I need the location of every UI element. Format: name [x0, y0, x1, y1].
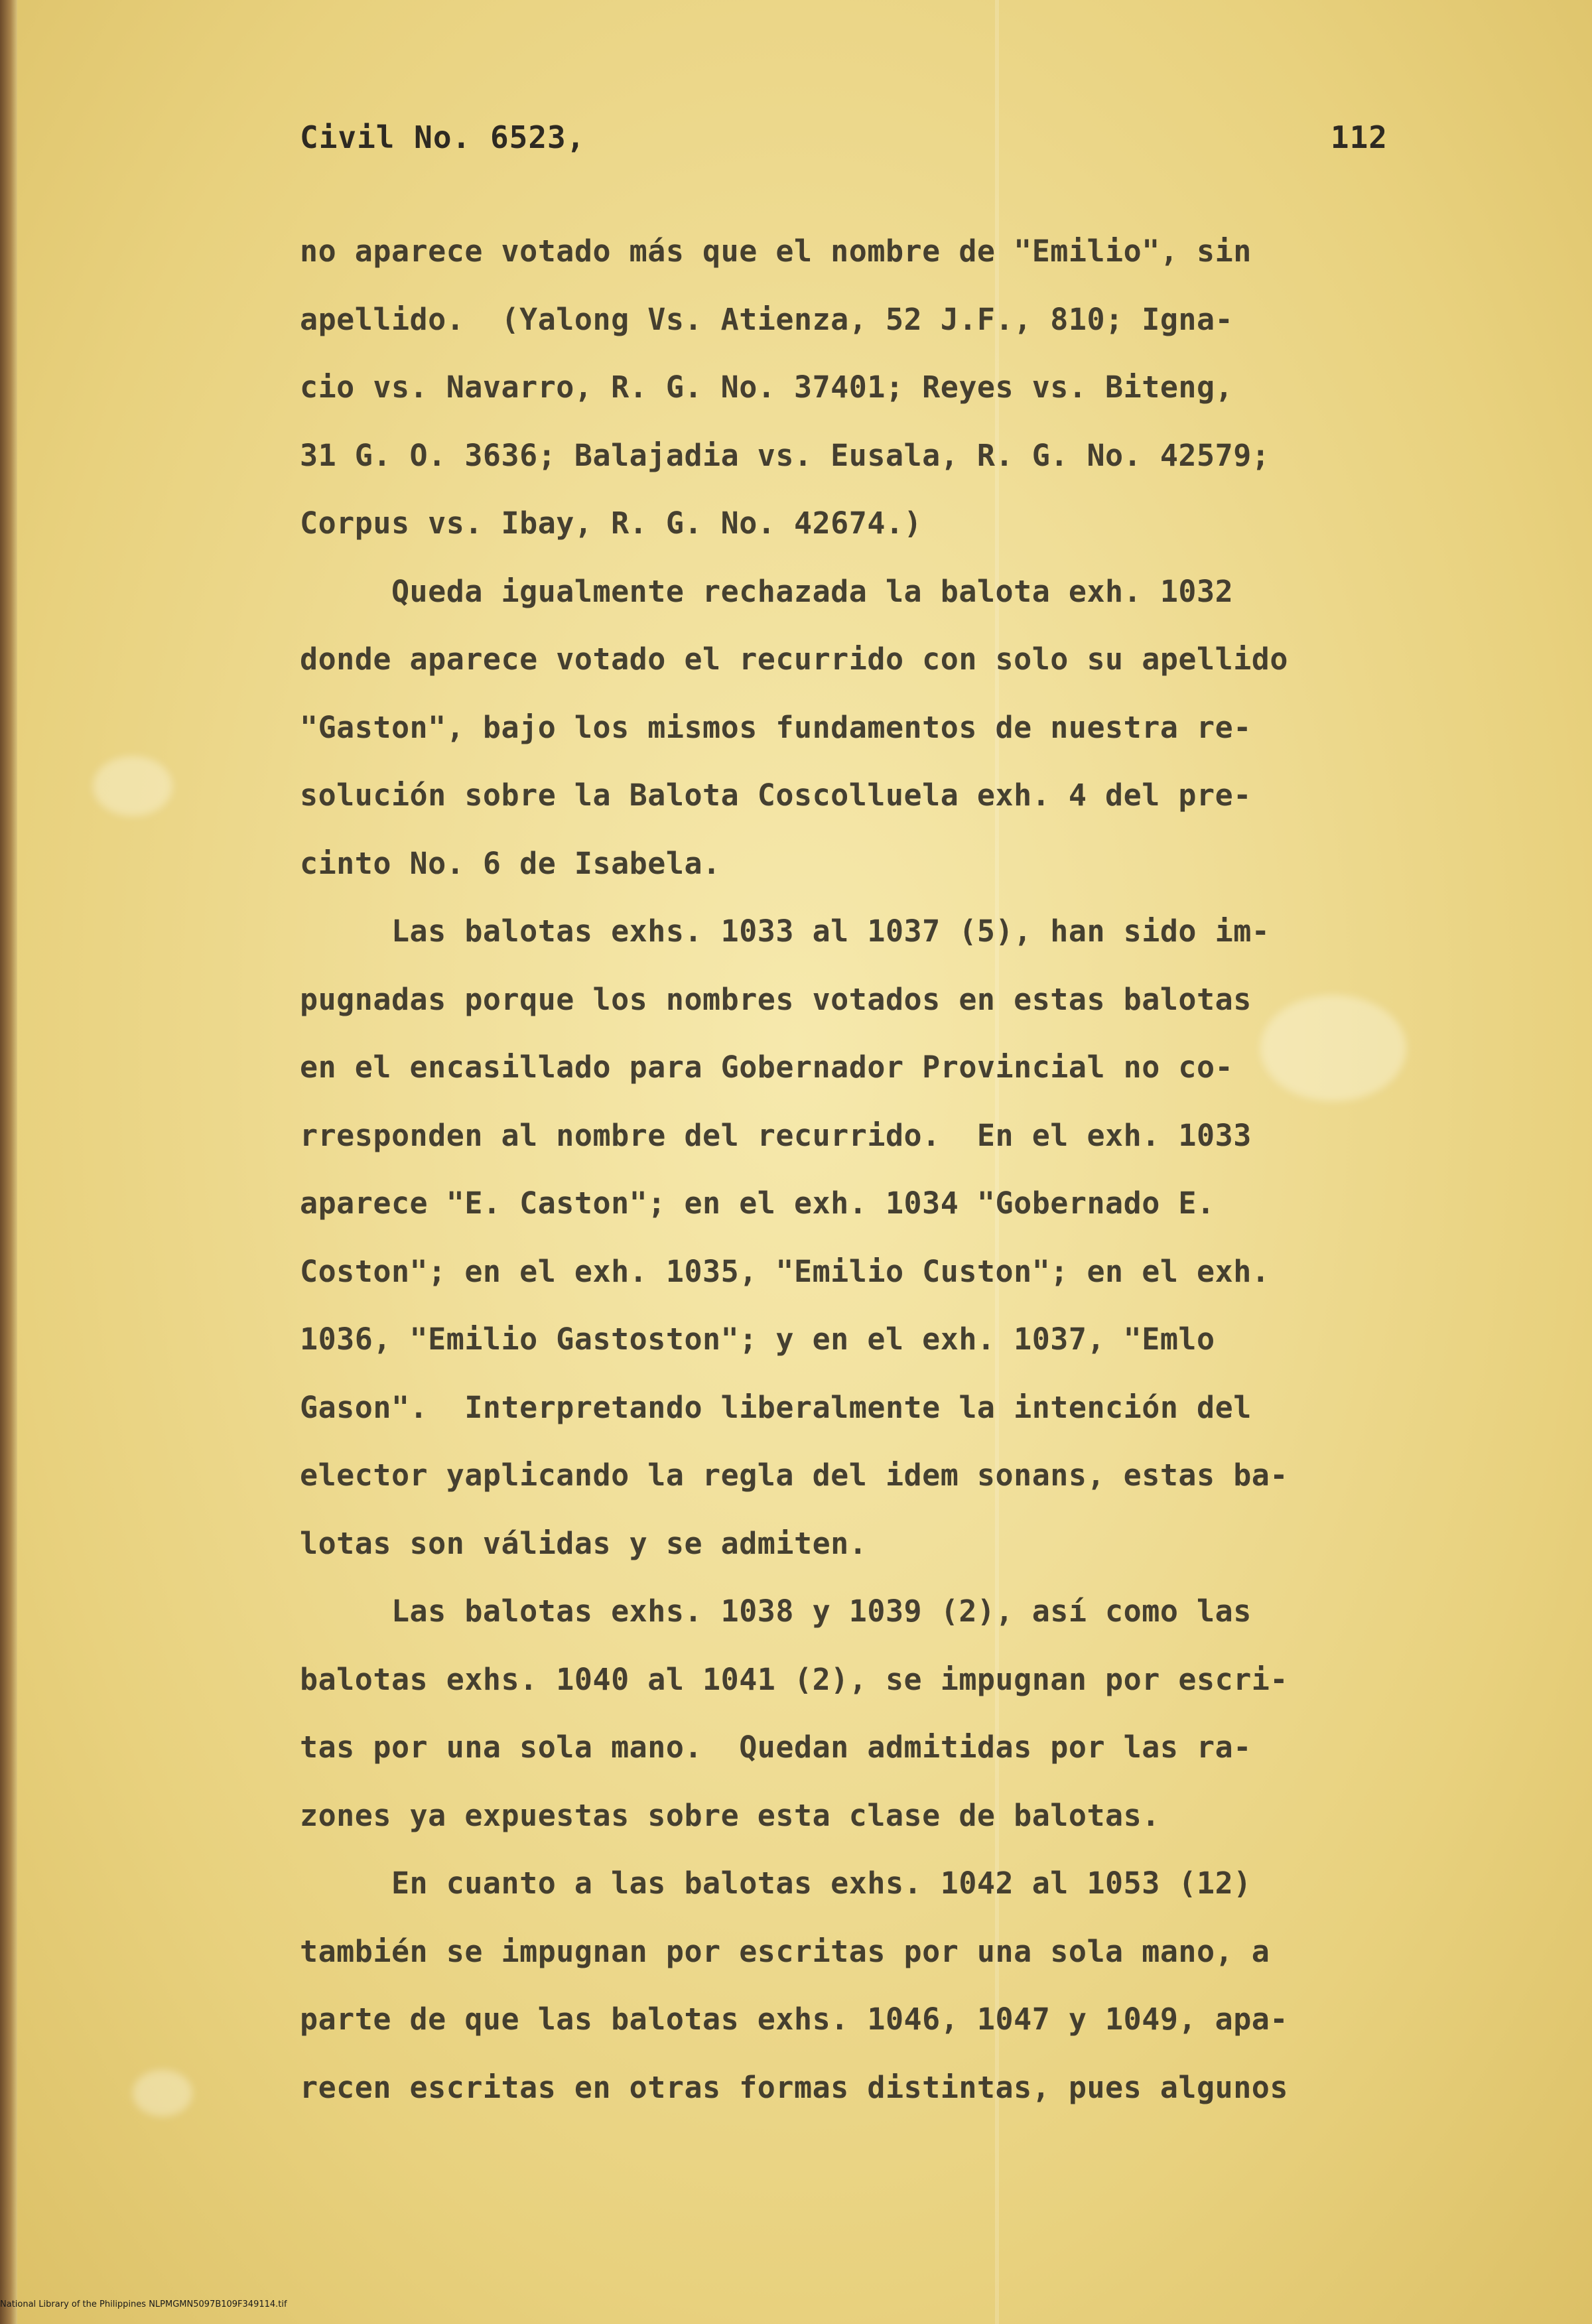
text-line: Coston"; en el exh. 1035, "Emilio Custon"; en el exh. — [300, 1253, 1270, 1289]
text-line: elector yaplicando la regla del idem sonans, estas ba- — [300, 1458, 1288, 1493]
paper-stain — [93, 756, 172, 816]
text-line: en el encasillado para Gobernador Provincial no co- — [300, 1050, 1234, 1085]
text-line: cio vs. Navarro, R. G. No. 37401; Reyes vs. Biteng, — [300, 370, 1234, 405]
text-line: apellido. (Yalong Vs. Atienza, 52 J.F., 810; Igna- — [300, 301, 1234, 337]
page-number: 112 — [1330, 119, 1388, 155]
paper-stain — [133, 2070, 192, 2116]
text-line: Las balotas exhs. 1038 y 1039 (2), así como las — [300, 1594, 1252, 1629]
document-body — [300, 218, 1388, 2122]
archive-stamp: National Library of the Philippines NLPMGMN5097B109F349114.tif — [0, 2299, 287, 2309]
text-line: Queda igualmente rechazada la balota exh. 1032 — [300, 573, 1234, 609]
text-line: 31 G. O. 3636; Balajadia vs. Eusala, R. G. No. 42579; — [300, 437, 1270, 473]
text-line: aparece "E. Caston"; en el exh. 1034 "Gobernado E. — [300, 1186, 1215, 1221]
text-line: solución sobre la Balota Coscolluela exh. 4 del pre- — [300, 778, 1252, 813]
text-line: balotas exhs. 1040 al 1041 (2), se impugnan por escri- — [300, 1661, 1288, 1697]
text-line: Gason". Interpretando liberalmente la intención del — [300, 1389, 1252, 1425]
page-header — [300, 119, 1388, 172]
text-line: cinto No. 6 de Isabela. — [300, 845, 721, 881]
text-line: tas por una sola mano. Quedan admitidas por las ra- — [300, 1730, 1252, 1765]
text-line: 1036, "Emilio Gastoston"; y en el exh. 1037, "Emlo — [300, 1322, 1215, 1357]
text-line: pugnadas porque los nombres votados en estas balotas — [300, 981, 1252, 1017]
text-line: no aparece votado más que el nombre de "Emilio", sin — [300, 234, 1252, 269]
case-number: Civil No. 6523, — [300, 119, 586, 155]
text-line: "Gaston", bajo los mismos fundamentos de nuestra re- — [300, 709, 1252, 745]
text-line: recen escritas en otras formas distintas, pues algunos — [300, 2069, 1288, 2105]
text-line: En cuanto a las balotas exhs. 1042 al 1053 (12) — [300, 1866, 1252, 1901]
text-line: rresponden al nombre del recurrido. En el exh. 1033 — [300, 1117, 1252, 1153]
text-line: lotas son válidas y se admiten. — [300, 1525, 868, 1561]
text-line: también se impugnan por escritas por una sola mano, a — [300, 1933, 1270, 1969]
text-line: donde aparece votado el recurrido con solo su apellido — [300, 642, 1288, 677]
text-line: Las balotas exhs. 1033 al 1037 (5), han sido im- — [300, 914, 1270, 949]
text-line: Corpus vs. Ibay, R. G. No. 42674.) — [300, 506, 923, 541]
page-edge — [0, 0, 17, 2324]
text-line: zones ya expuestas sobre esta clase de balotas. — [300, 1797, 1160, 1833]
text-line: parte de que las balotas exhs. 1046, 1047 y 1049, apa- — [300, 2002, 1288, 2037]
